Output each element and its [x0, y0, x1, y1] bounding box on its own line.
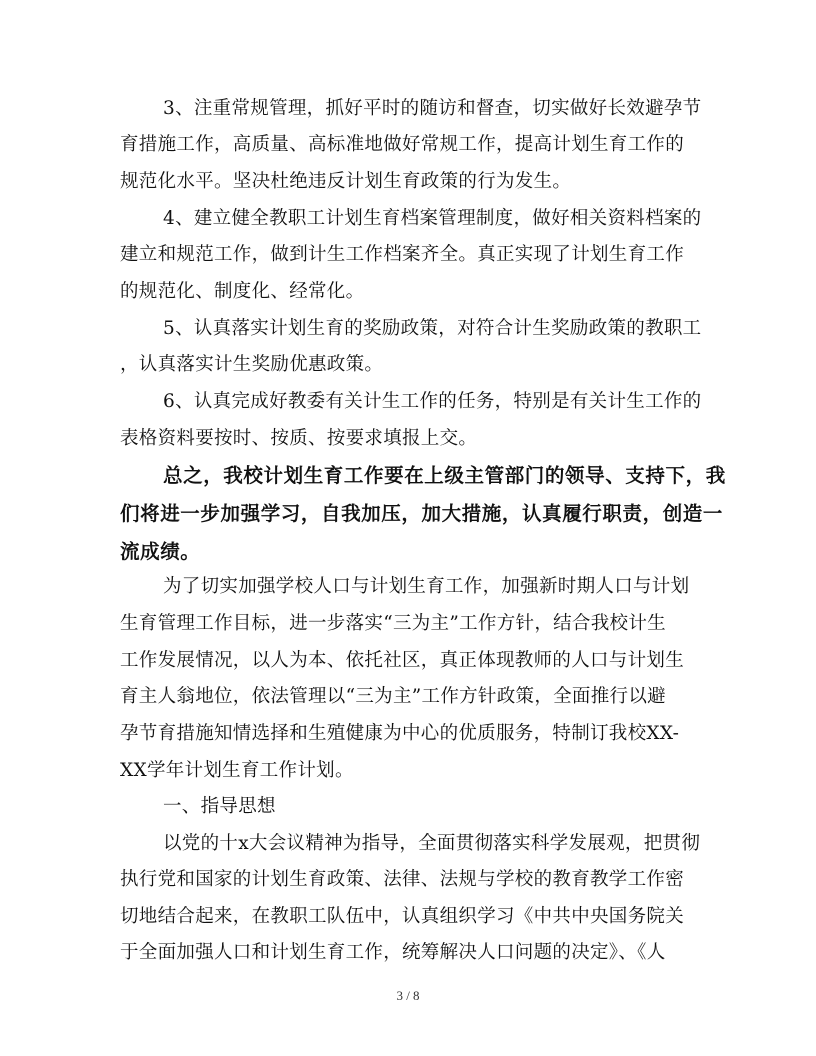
text-line: 生育管理工作目标，进一步落实“三为主”工作方针，结合我校计生	[120, 613, 666, 634]
text-line: 6、认真完成好教委有关计生工作的任务，特别是有关计生工作的	[163, 391, 702, 412]
text-line: 的规范化、制度化、经常化。	[120, 281, 365, 302]
text-line: 5、认真落实计划生育的奖励政策，对符合计生奖励政策的教职工	[163, 318, 702, 339]
text-line: 切地结合起来，在教职工队伍中，认真组织学习《中共中央国务院关	[120, 906, 685, 927]
text-line: 表格资料要按时、按质、按要求填报上交。	[120, 428, 478, 449]
text-line: 规范化水平。坚决杜绝违反计划生育政策的行为发生。	[120, 171, 572, 192]
text-line: 育主人翁地位，依法管理以“三为主”工作方针政策，全面推行以避	[120, 686, 666, 707]
text-line: 以党的十x大会议精神为指导，全面贯彻落实科学发展观，把贯彻	[163, 833, 701, 854]
text-line: 育措施工作，高质量、高标准地做好常规工作，提高计划生育工作的	[120, 134, 685, 155]
text-line: ，认真落实计生奖励优惠政策。	[120, 354, 384, 375]
summary-line: 们将进一步加强学习，自我加压，加大措施，认真履行职责，创造一	[120, 502, 724, 525]
text-line: 孕节育措施知情选择和生殖健康为中心的优质服务，特制订我校XX-	[120, 723, 680, 744]
text-line: 4、建立健全教职工计划生育档案管理制度，做好相关资料档案的	[163, 208, 702, 229]
text-line: 工作发展情况，以人为本、依托社区，真正体现教师的人口与计划生	[120, 650, 685, 671]
text-line: 于全面加强人口和计划生育工作，统筹解决人口问题的决定》、《人	[120, 942, 666, 963]
text-line: 执行党和国家的计划生育政策、法律、法规与学校的教育教学工作密	[120, 869, 685, 890]
text-line: XX学年计划生育工作计划。	[120, 760, 354, 781]
page-number: 3 / 8	[396, 988, 420, 1003]
summary-line: 流成绩。	[120, 540, 201, 563]
text-line: 为了切实加强学校人口与计划生育工作，加强新时期人口与计划	[163, 576, 690, 597]
section-heading: 一、指导思想	[163, 796, 276, 817]
text-line: 3、注重常规管理，抓好平时的随访和督查，切实做好长效避孕节	[163, 98, 702, 119]
summary-line: 总之，我校计划生育工作要在上级主管部门的领导、支持下，我	[163, 464, 726, 487]
text-line: 建立和规范工作，做到计生工作档案齐全。真正实现了计划生育工作	[120, 244, 685, 265]
